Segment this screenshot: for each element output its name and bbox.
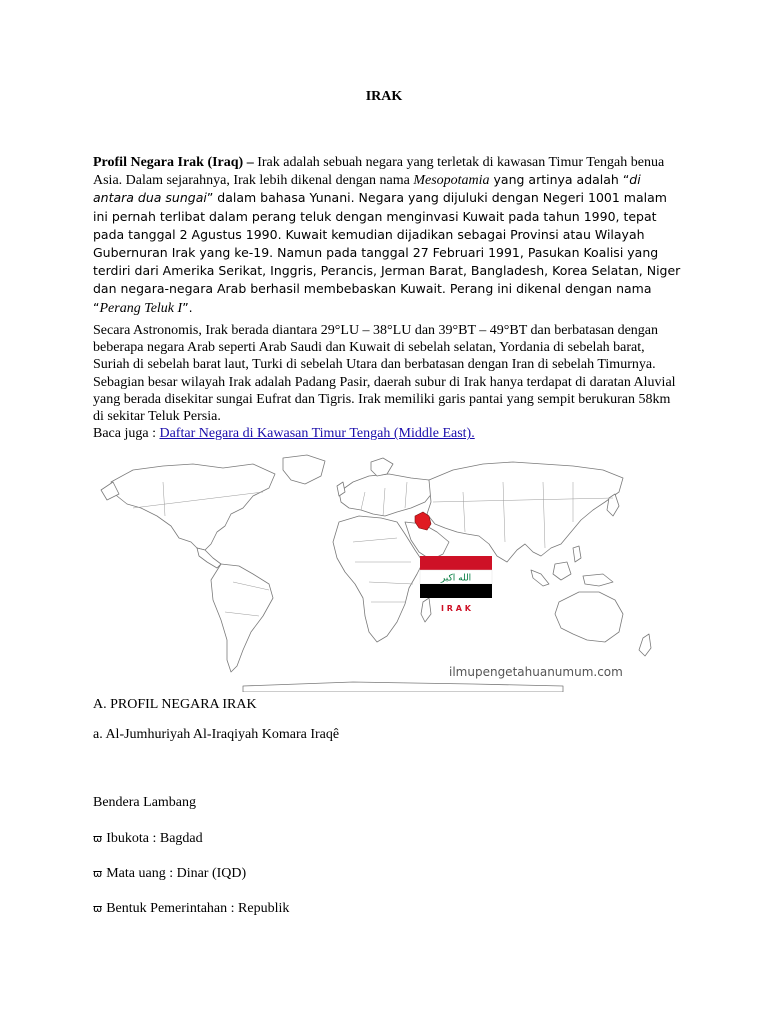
- mesopotamia-term: Mesopotamia: [413, 173, 490, 189]
- profil-text-d: ”.: [182, 299, 193, 315]
- madagascar-shape: [421, 598, 431, 622]
- fact-ibukota: [93, 831, 203, 847]
- asia-shape: [427, 462, 623, 562]
- baca-juga-link[interactable]: Daftar Negara di Kawasan Timur Tengah (Middle East).: [159, 426, 475, 442]
- flag-label: I R A K: [441, 604, 471, 613]
- central-america-shape: [197, 548, 221, 568]
- south-america-shape: [211, 564, 273, 672]
- fact-text: Bentuk Pemerintahan : Republik: [106, 901, 290, 916]
- fact-text: Mata uang : Dinar (IQD): [106, 866, 247, 881]
- world-map-image: [93, 452, 663, 692]
- bullet-icon: ϖ: [93, 902, 103, 915]
- bullet-icon: ϖ: [93, 867, 103, 880]
- astronomis-text: Secara Astronomis, Irak berada diantara 29°LU – 38°LU dan 39°BT – 49°BT dan berbatasan dengan beberapa negara Arab seperti Arab Saudi dan Kuwait di sebelah selatan, Yordania di sebelah barat, Suriah di sebelah barat laut, Turki di sebelah Utara dan berbatasan dengan Iran di sebelah Timurnya. Sebagian besar wilayah Irak adalah Padang Pasir, daerah subur di Irak hanya terdapat di daratan Aluvial yang berada disekitar sungai Eufrat dan Tigris. Irak memiliki garis pantai yang sempit berukuran 58km di sekitar Teluk Persia.: [93, 323, 676, 425]
- map-watermark: ilmupengetahuanumum.com: [449, 665, 623, 679]
- borneo-shape: [553, 562, 571, 580]
- paragraph-profil: [93, 154, 683, 317]
- item-a: a. Al-Jumhuriyah Al-Iraqiyah Komara Iraqê: [93, 727, 340, 742]
- new-guinea-shape: [583, 574, 613, 586]
- baca-juga-label: Baca juga :: [93, 426, 160, 442]
- quote-dua-sungai: di antara dua sungai: [93, 172, 641, 206]
- bullet-icon: ϖ: [93, 832, 103, 845]
- fact-mata-uang: [93, 866, 246, 882]
- bendera-lambang: Bendera Lambang: [93, 795, 197, 810]
- antarctica-shape: [243, 682, 563, 692]
- north-america-shape: [111, 464, 275, 550]
- page-title: IRAK: [365, 89, 403, 104]
- profil-text-b: yang artinya adalah “: [489, 172, 630, 188]
- philippines-shape: [573, 546, 581, 562]
- profil-lead: Profil Negara Irak (Iraq) –: [93, 155, 254, 170]
- profil-text-c: ” dalam bahasa Yunani. Negara yang dijuluki dengan Negeri 1001 malam ini pernah terlibat dalam perang teluk dengan menginvasi Kuwait pada tahun 1990, tepat pada tanggal 2 Agustus 1990. Kuwait kemudian dijadikan sebagai Provinsi atau Wilayah Gubernuran Irak yang ke-19. Namun pada tanggal 27 Februari 1991, Pasukan Koalisi yang terdiri dari Amerika Serikat, Inggris, Perancis, Jerman Barat, Bangladesh, Korea Selatan, Niger dan negara-negara Arab berhasil membebaskan Kuwait. Perang ini dikenal dengan nama “: [93, 190, 681, 315]
- sumatra-shape: [531, 570, 549, 586]
- paragraph-astronomis: [93, 322, 683, 442]
- profil-text-a: Irak adalah sebuah negara yang terletak di kawasan Timur Tengah benua Asia. Dalam sejarahnya, Irak lebih dikenal dengan nama: [93, 155, 665, 189]
- fact-text: Ibukota : Bagdad: [106, 831, 203, 846]
- greenland-shape: [283, 455, 325, 484]
- australia-shape: [555, 592, 623, 642]
- europe-shape: [339, 474, 433, 516]
- quote-perang-teluk: Perang Teluk I: [99, 300, 183, 316]
- flag-script: الله اكبر: [440, 573, 472, 584]
- scandinavia-shape: [371, 458, 393, 476]
- new-zealand-shape: [639, 634, 651, 656]
- iraq-flag: [420, 556, 492, 613]
- fact-bentuk-pemerintahan: [93, 901, 289, 917]
- section-a-heading: A. PROFIL NEGARA IRAK: [93, 697, 257, 712]
